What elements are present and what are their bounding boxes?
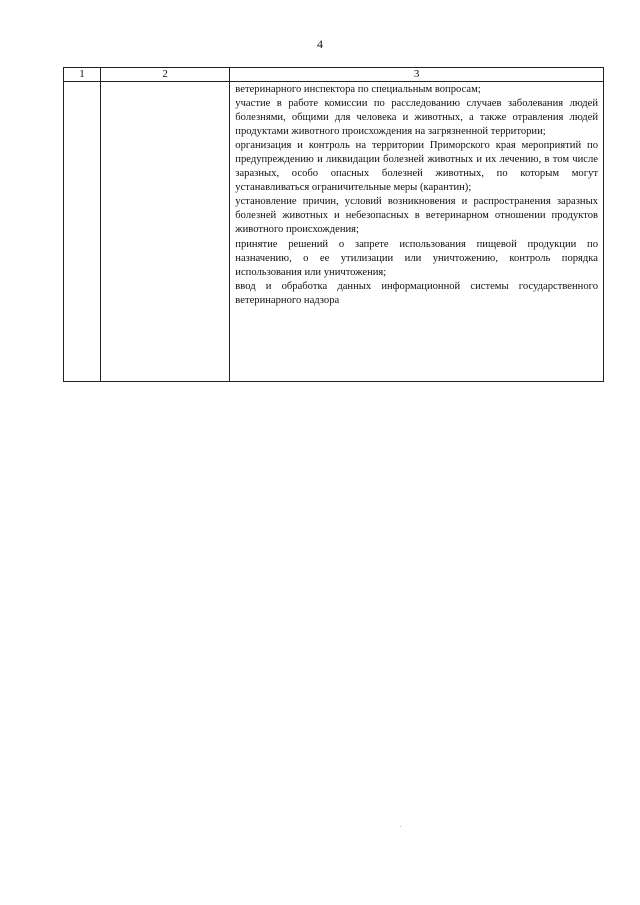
document-table: [63, 67, 604, 382]
row-cell-2: [101, 82, 230, 382]
table-row: [64, 82, 604, 382]
column-header-3: 3: [230, 68, 604, 82]
column-header-1: 1: [64, 68, 101, 82]
page-number: 4: [317, 37, 323, 51]
table-header-row: [64, 68, 604, 82]
row-cell-1: [64, 82, 101, 382]
row-cell-3: [230, 82, 604, 382]
scan-speck: [400, 826, 401, 827]
duty-paragraph: принятие решений о запрете использования пищевой продукции по назначению, о ее утилизации или уничтожению, контроль порядка использования или уничтожения;: [235, 238, 598, 278]
duty-paragraph: ветеринарного инспектора по специальным вопросам;: [235, 84, 481, 95]
duty-paragraph: ввод и обработка данных информационной системы государственного ветеринарного надзора: [235, 280, 598, 306]
duty-paragraph: установление причин, условий возникновения и распространения заразных болезней животных и небезопасных в ветеринарном отношении продуктов животного происхождения;: [235, 196, 598, 236]
duty-paragraph: участие в работе комиссии по расследованию случаев заболевания людей болезнями, общими для человека и животных, а также отравления людей продуктами животного происхождения на загрязненной территории;: [235, 98, 598, 138]
duty-paragraph: организация и контроль на территории Приморского края мероприятий по предупреждению и ликвидации болезней животных и их лечению, в том числе заразных, особо опасных болезней животных, по которым могут устанавливаться ограничительные меры (карантин);: [235, 140, 598, 194]
column-header-2: 2: [101, 68, 230, 82]
